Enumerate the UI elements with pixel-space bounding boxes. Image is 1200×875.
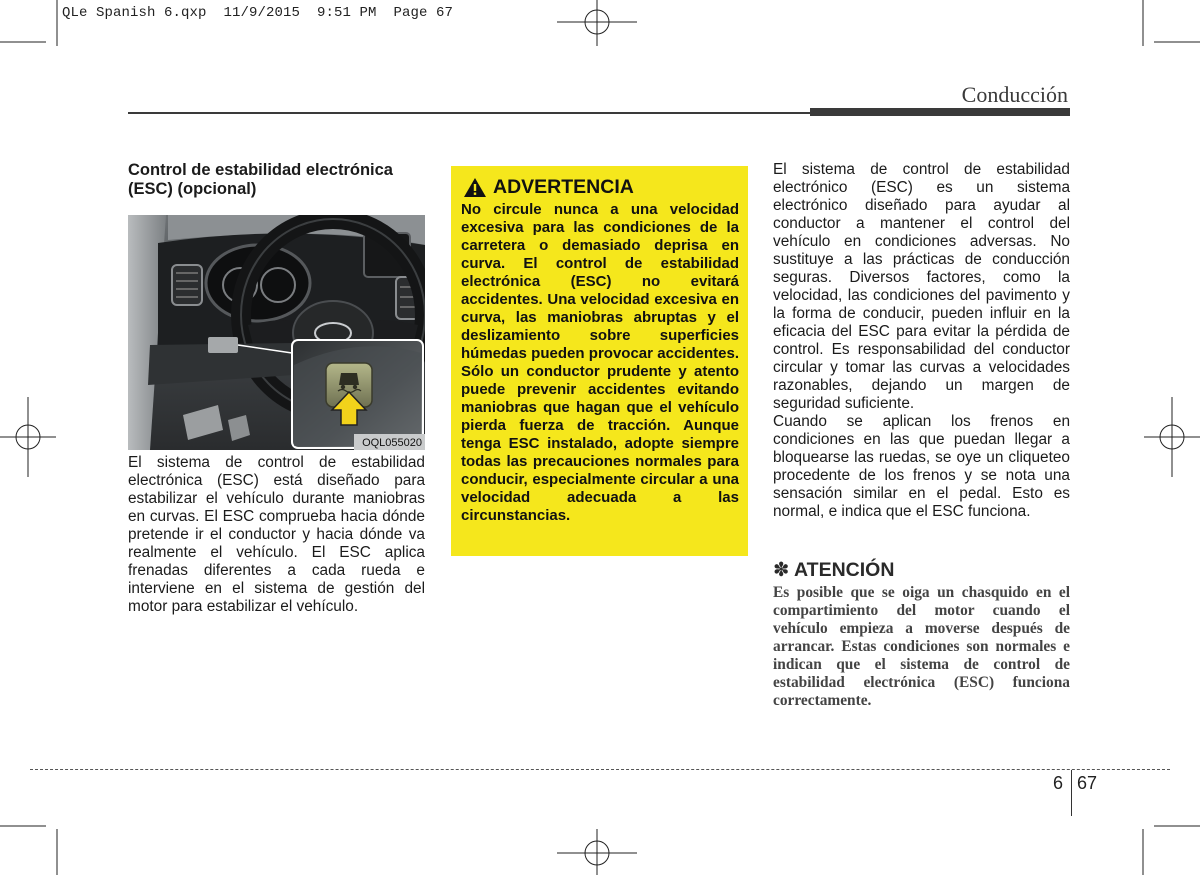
esc-heading-line: Control de estabilidad electrónica [128, 161, 393, 179]
esc-paragraph: El sistema de control de estabilidad electrónico (ESC) es un sistema electrónico diseñado para ayudar al conductor a mantener el control del vehículo en condiciones adversas. No sustituye a las prácticas de conducción seguras. Diversos factores, como la velocidad, las condiciones del pavimento y la forma de conducir, pueden influir en la eficacia del ESC para evitar la pérdida de control. Es responsabilidad del conductor circular y tomar las curvas a velocidades razonables, dejando un margen de seguridad suficiente. [773, 161, 1070, 412]
attention-title: ✽ ATENCIÓN [773, 559, 895, 581]
registration-mark-left [0, 397, 56, 477]
chapter-number: 6 [1053, 773, 1064, 793]
esc-description: El sistema de control de estabilidad electrónica (ESC) está diseñado para estabilizar el vehículo durante maniobras en curvas. El ESC comprueba hacia dónde pretende ir el conductor y hacia dónde va realmente el vehículo. El ESC aplica frenadas diferentes a cada rueda e interviene en el sistema de gestión del motor para estabilizar el vehículo. [128, 454, 425, 615]
print-slug: QLe Spanish 6.qxp 11/9/2015 9:51 PM Page 67 [62, 5, 454, 21]
attention-text: Es posible que se oiga un chasquido en el compartimiento del motor cuando el vehículo empieza a moverse después de arrancar. Estas condiciones son normales e indican que el sistema de control de estabilidad electrónica (ESC) funciona correctamente. [773, 584, 1070, 709]
warning-triangle-icon [464, 178, 486, 197]
section-title: Conducción [961, 82, 1068, 107]
registration-mark-bottom [557, 829, 637, 875]
header-rule [128, 112, 812, 114]
dashboard-illustration [128, 215, 425, 450]
page-number: 67 [1077, 773, 1098, 793]
esc-heading [128, 161, 428, 199]
warning-title: ADVERTENCIA [493, 176, 634, 198]
brake-paragraph: Cuando se aplican los frenos en condiciones en las que puedan llegar a bloquearse las ruedas, se oye un cliqueteo procedente de los frenos y se nota una sensación similar en el pedal. Esto es normal, e indica que el ESC funciona. [773, 413, 1070, 520]
esc-button-photo [128, 215, 425, 450]
figure-code: OQL055020 [362, 437, 422, 449]
footer-rule [30, 769, 1170, 770]
esc-heading-line: (ESC) (opcional) [128, 180, 257, 198]
air-vent-left [172, 265, 202, 305]
esc-button-inset [292, 340, 423, 448]
registration-mark-top [557, 0, 637, 46]
page-number-divider [1071, 770, 1072, 816]
header-rule-bar [810, 108, 1070, 116]
switch-panel [208, 337, 238, 353]
warning-text: No circule nunca a una velocidad excesiva para las condiciones de la carretera o demasiado deprisa en curva. El control de estabilidad electrónica (ESC) no evitará accidentes. Una velocidad excesiva en curva, las maniobras abruptas y el deslizamiento sobre superficies húmedas pueden provocar accidentes. Sólo un conductor prudente y atento puede prevenir accidentes evitando maniobras que hagan que el vehículo pierda fuerza de tracción. Aunque tenga ESC instalado, adopte siempre todas las precauciones normales para conducir, especialmente circular a una velocidad adecuada a las circunstancias. [461, 201, 739, 524]
esc-explanation [773, 161, 1070, 521]
warning-box [451, 166, 748, 556]
registration-mark-right [1144, 397, 1200, 477]
